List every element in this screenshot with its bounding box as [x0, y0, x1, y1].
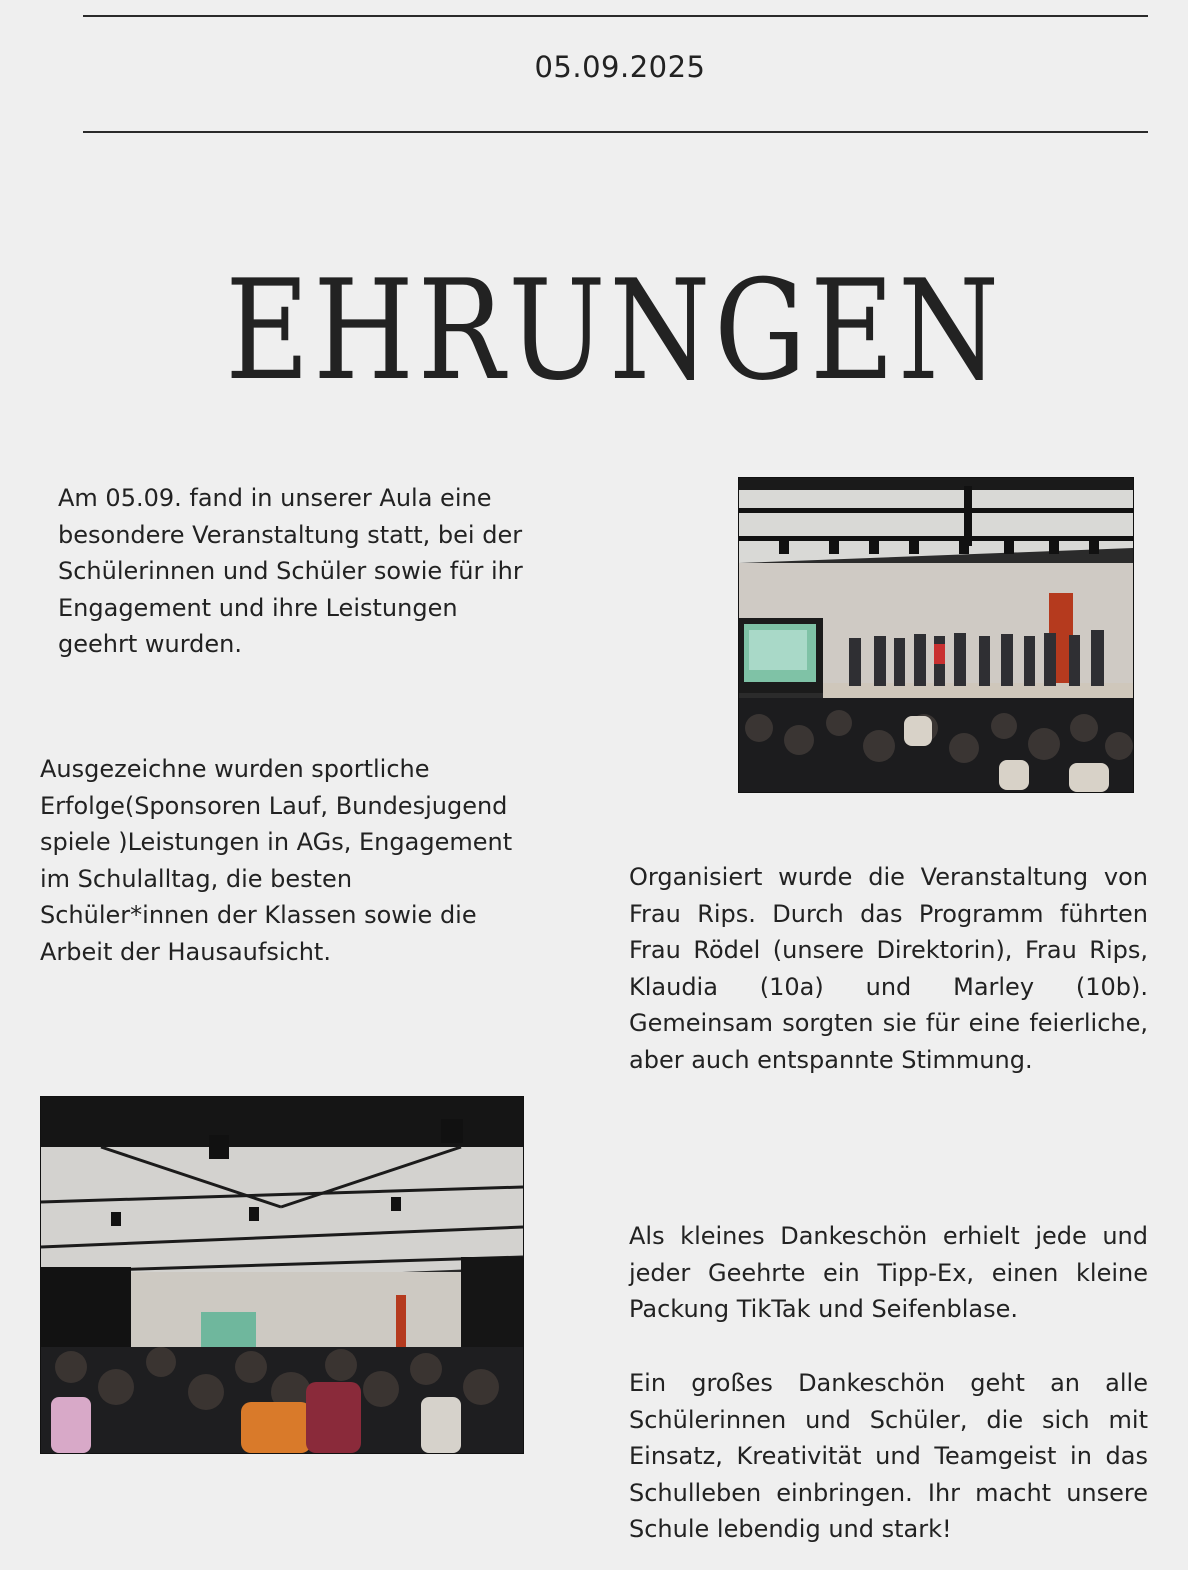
top-divider — [83, 15, 1148, 17]
bottom-divider — [83, 131, 1148, 133]
organization-paragraph: Organisiert wurde die Veranstaltung von Frau Rips. Durch das Programm führten Frau Rödel (unsere Direktorin), Frau Rips, Klaudia (10a) und Marley (10b). Gemeinsam sorgten sie für eine feierliche, aber auch entspannte Stimmung. — [629, 863, 1148, 1074]
audience-hall-photo — [40, 1096, 524, 1454]
thanks-paragraph: Ein großes Dankeschön geht an alle Schülerinnen und Schüler, die sich mit Einsatz, Kreativität und Teamgeist in das Schulleben einbringen. Ihr macht unsere Schule lebendig und stark! — [629, 1369, 1148, 1543]
article-date: 05.09.2025 — [534, 50, 706, 84]
page-title: EHRUNGEN — [225, 250, 1003, 412]
gifts-paragraph: Als kleines Dankeschön erhielt jede und jeder Geehrte ein Tipp-Ex, einen kleine Packung TikTak und Seifenblase. — [629, 1222, 1148, 1323]
awards-paragraph: Ausgezeichne wurden sportliche Erfolge(Sponsoren Lauf, Bundesjugend spiele )Leistungen in AGs, Engagement im Schulalltag, die besten Schüler*innen der Klassen sowie die Arbeit der Hausaufsicht. — [40, 755, 513, 966]
stage-ceremony-photo — [738, 477, 1134, 793]
intro-paragraph: Am 05.09. fand in unserer Aula eine besondere Veranstaltung statt, bei der Schülerinnen und Schüler sowie für ihr Engagement und ihre Leistungen geehrt wurden. — [58, 484, 523, 658]
